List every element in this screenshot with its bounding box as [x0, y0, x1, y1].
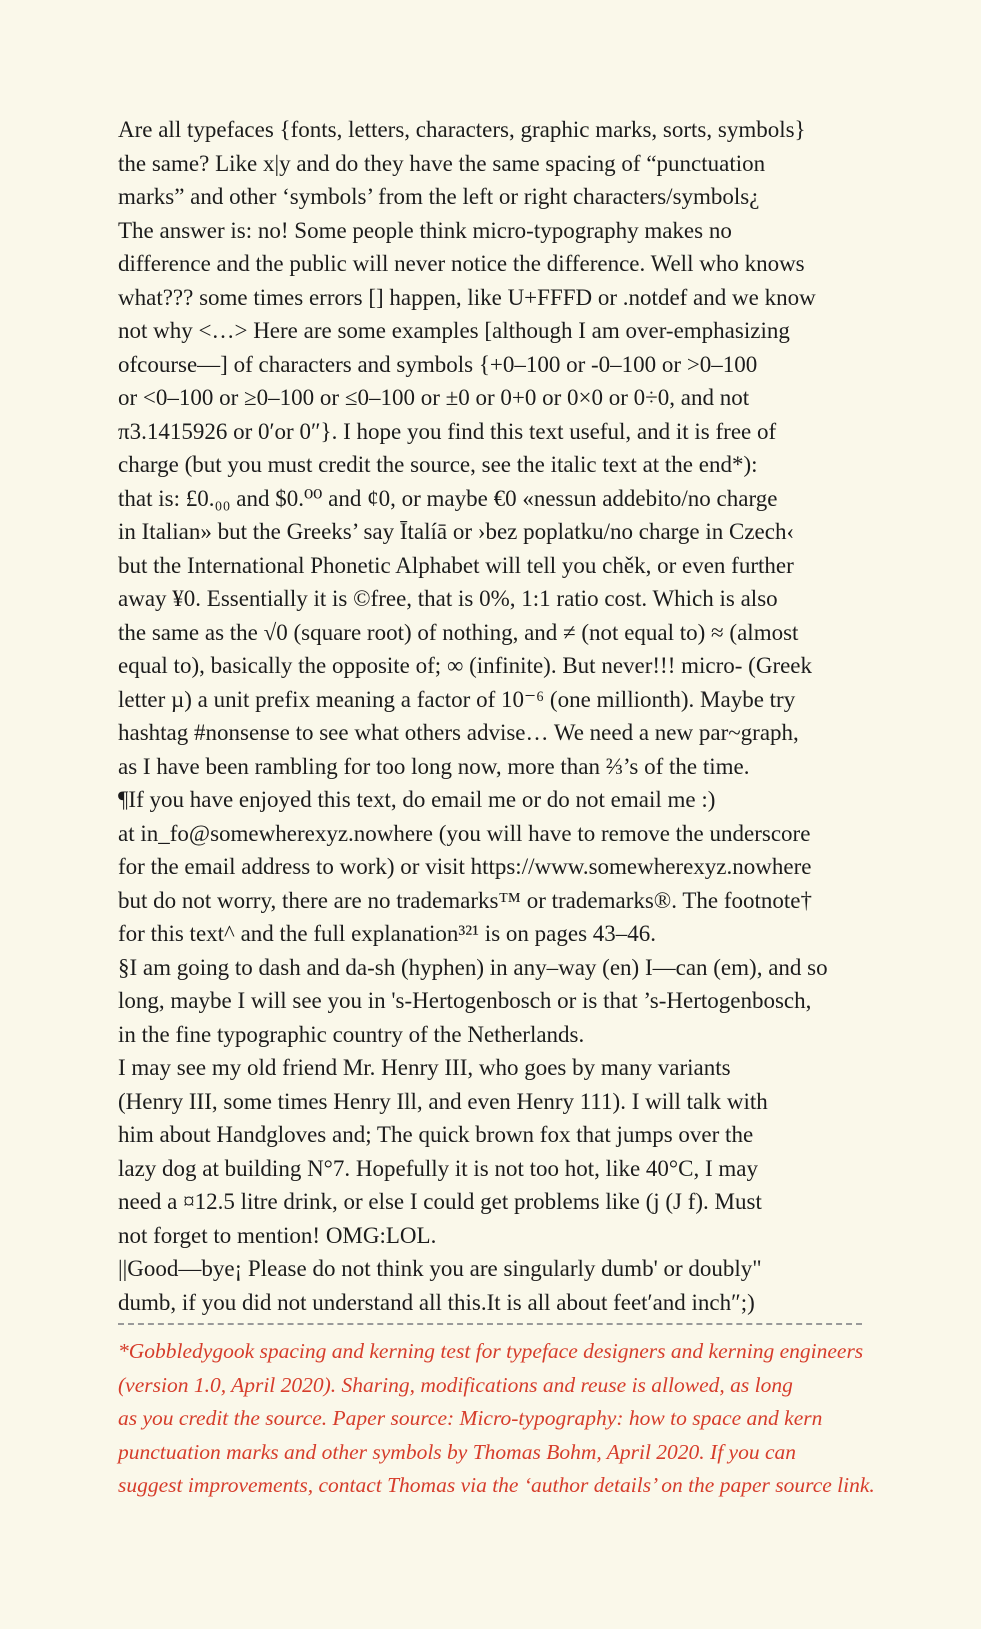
text-line: in the fine typographic country of the Netherlands.	[118, 1021, 585, 1047]
text-line: hashtag #nonsense to see what others advise… We need a new par~graph,	[118, 720, 799, 745]
text-line: what??? some times errors [] happen, like U+FFFD or .notdef and we know	[118, 284, 816, 310]
footnote-line: suggest improvements, contact Thomas via the ‘author details’ on the paper source link.	[118, 1473, 875, 1497]
text-line: dumb, if you did not understand all this.It is all about feet′and inch″;)	[118, 1289, 755, 1315]
dashed-divider	[118, 1323, 862, 1325]
text-line: not forget to mention! OMG:LOL.	[118, 1222, 437, 1248]
text-line: long, maybe I will see you in 's-Hertogenbosch or is that ’s-Hertogenbosch,	[118, 988, 812, 1013]
text-line: The answer is: no! Some people think micro-typography makes no	[118, 217, 732, 243]
text-line: the same? Like x|y and do they have the same spacing of “punctuation	[118, 150, 766, 176]
text-line: Are all typefaces {fonts, letters, characters, graphic marks, sorts, symbols}	[118, 117, 806, 142]
text-line: not why <…> Here are some examples [although I am over-emphasizing	[118, 318, 790, 343]
text-line: for this text^ and the full explanation³²¹ is on pages 43–46.	[118, 921, 657, 946]
text-line: away ¥0. Essentially it is ©free, that is 0%, 1:1 ratio cost. Which is also	[118, 586, 778, 611]
footnote	[118, 1335, 898, 1503]
body-text	[118, 113, 898, 1319]
text-line: him about Handgloves and; The quick brown fox that jumps over the	[118, 1122, 754, 1147]
text-line: at in_fo@somewherexyz.nowhere (you will have to remove the underscore	[118, 820, 811, 846]
text-line: ||Good—bye¡ Please do not think you are singularly dumb' or doubly"	[118, 1256, 762, 1281]
document-page	[118, 113, 898, 1503]
text-line: the same as the √0 (square root) of nothing, and ≠ (not equal to) ≈ (almost	[118, 619, 799, 645]
footnote-line: *Gobbledygook spacing and kerning test for typeface designers and kerning engineers	[118, 1339, 864, 1363]
text-line: that is: £0.₀₀ and $0.⁰⁰ and ¢0, or maybe €0 «nessun addebito/no charge	[118, 485, 778, 511]
text-line: §I am going to dash and da-sh (hyphen) in any–way (en) I—can (em), and so	[118, 954, 828, 980]
text-line: π3.1415926 or 0′or 0″}. I hope you find this text useful, and it is free of	[118, 418, 777, 444]
text-line: in Italian» but the Greeks’ say Ītalíā or ›bez poplatku/no charge in Czech‹	[118, 519, 795, 544]
footnote-line: punctuation marks and other symbols by Thomas Bohm, April 2020. If you can	[118, 1439, 797, 1464]
text-line: (Henry III, some times Henry Ill, and even Henry 111). I will talk with	[118, 1088, 768, 1114]
text-line: as I have been rambling for too long now, more than ⅔’s of the time.	[118, 753, 750, 779]
text-line: I may see my old friend Mr. Henry III, who goes by many variants	[118, 1055, 731, 1080]
footnote-line: as you credit the source. Paper source: Micro-typography: how to space and kern	[118, 1406, 823, 1430]
text-line: charge (but you must credit the source, see the italic text at the end*):	[118, 452, 758, 477]
text-line: need a ¤12.5 litre drink, or else I could get problems like (j (J f). Must	[118, 1189, 762, 1214]
text-line: equal to), basically the opposite of; ∞ (infinite). But never!!! micro- (Greek	[118, 653, 813, 678]
footnote-line: (version 1.0, April 2020). Sharing, modifications and reuse is allowed, as long	[118, 1372, 793, 1397]
text-line: but the International Phonetic Alphabet will tell you chěk, or even further	[118, 552, 794, 578]
text-line: ofcourse—] of characters and symbols {+0–100 or -0–100 or >0–100	[118, 351, 758, 377]
text-line: letter µ) a unit prefix meaning a factor of 10⁻⁶ (one millionth). Maybe try	[118, 686, 796, 712]
text-line: difference and the public will never notice the difference. Well who knows	[118, 251, 805, 276]
text-line: for the email address to work) or visit https://www.somewherexyz.nowhere	[118, 854, 812, 879]
text-line: lazy dog at building N°7. Hopefully it is not too hot, like 40°C, I may	[118, 1155, 758, 1181]
text-line: ¶If you have enjoyed this text, do email me or do not email me :)	[118, 787, 716, 812]
text-line: or <0–100 or ≥0–100 or ≤0–100 or ±0 or 0+0 or 0×0 or 0÷0, and not	[118, 385, 750, 410]
text-line: but do not worry, there are no trademarks™ or trademarks®. The footnote†	[118, 887, 813, 913]
text-line: marks” and other ‘symbols’ from the left or right characters/symbols¿	[118, 184, 760, 209]
